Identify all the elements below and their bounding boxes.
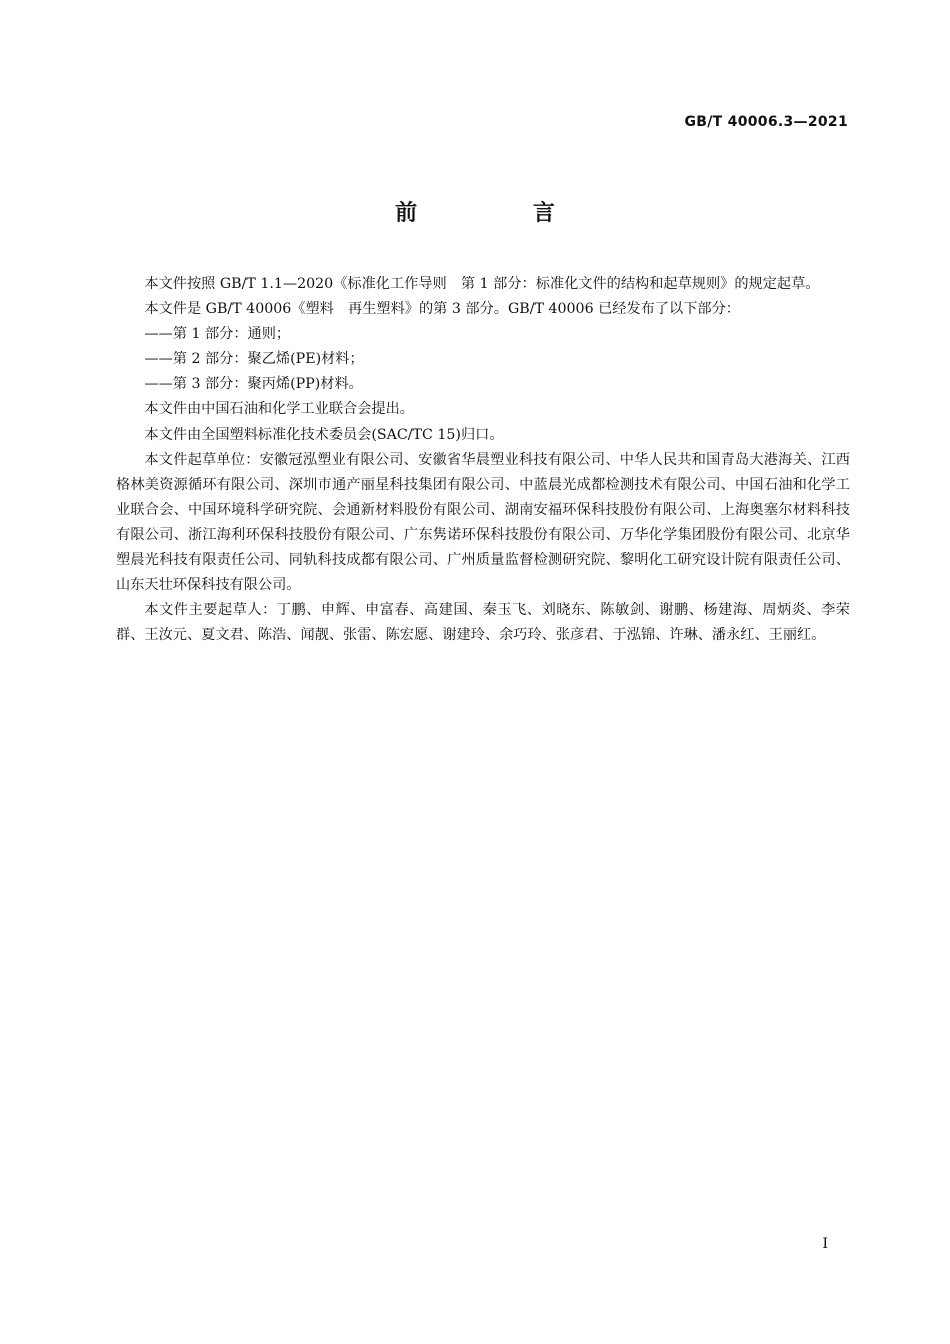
paragraph-drafting-rules: 本文件按照 GB/T 1.1—2020《标准化工作导则 第 1 部分：标准化文件的结构和起草规则》的规定起草。 bbox=[144, 276, 820, 292]
paragraph-drafters: 本文件主要起草人：丁鹏、申辉、申富春、高建国、秦玉飞、刘晓东、陈敏剑、谢鹏、杨建海、周炳炎、李荣群、王汝元、夏文君、陈浩、闻靓、张雷、陈宏愿、谢建玲、余巧玲、张彦君、于泓锦、许琳、潘永红、王丽红。 bbox=[116, 602, 850, 644]
list-item-part-2: ——第 2 部分：聚乙烯(PE)材料； bbox=[144, 351, 364, 368]
foreword-body bbox=[116, 272, 850, 648]
page-number: I bbox=[822, 1236, 828, 1252]
paragraph-series-intro: 本文件是 GB/T 40006《塑料 再生塑料》的第 3 部分。GB/T 40006 已经发布了以下部分： bbox=[144, 301, 740, 318]
page-title: 前 言 bbox=[395, 201, 609, 226]
standard-code: GB/T 40006.3—2021 bbox=[684, 114, 848, 130]
paragraph-committee: 本文件由全国塑料标准化技术委员会(SAC/TC 15)归口。 bbox=[144, 426, 504, 443]
list-item-part-3: ——第 3 部分：聚丙烯(PP)材料。 bbox=[144, 376, 363, 393]
paragraph-proposer: 本文件由中国石油和化学工业联合会提出。 bbox=[144, 401, 414, 418]
list-item-part-1: ——第 1 部分：通则； bbox=[144, 326, 291, 343]
paragraph-drafting-units: 本文件起草单位：安徽冠泓塑业有限公司、安徽省华晨塑业科技有限公司、中华人民共和国青岛大港海关、江西格林美资源循环有限公司、深圳市通产丽星科技集团有限公司、中蓝晨光成都检测技术有限公司、中国石油和化学工业联合会、中国环境科学研究院、会通新材料股份有限公司、湖南安福环保科技股份有限公司、上海奥塞尔材料科技有限公司、浙江海利环保科技股份有限公司、广东隽诺环保科技股份有限公司、万华化学集团股份有限公司、北京华塑晨光科技有限责任公司、同轨科技成都有限公司、广州质量监督检测研究院、黎明化工研究设计院有限责任公司、山东天壮环保科技有限公司。 bbox=[116, 451, 850, 594]
